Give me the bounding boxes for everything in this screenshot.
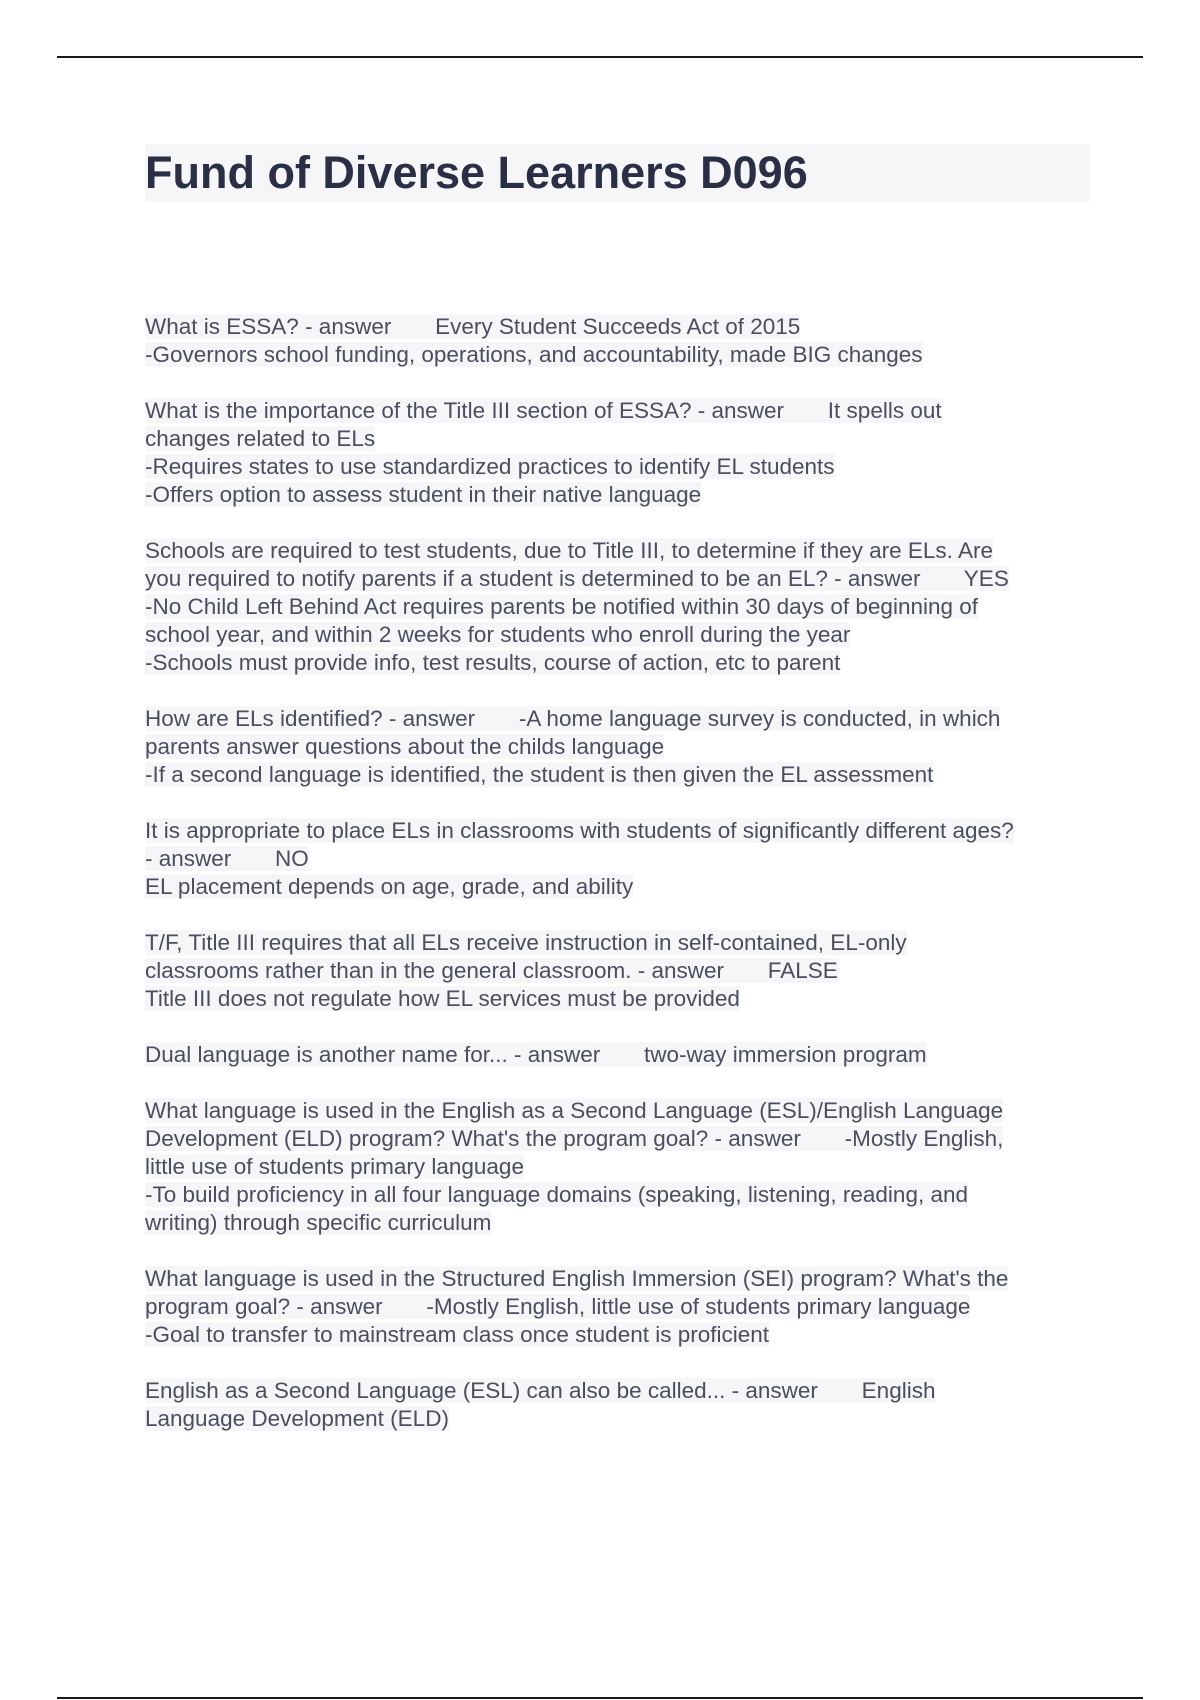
qa-line xyxy=(145,1209,1090,1237)
qa-line xyxy=(145,817,1090,845)
qa-line-text: Dual language is another name for... - answer two-way immersion program xyxy=(145,1042,927,1067)
qa-line xyxy=(145,733,1090,761)
qa-line xyxy=(145,397,1090,425)
qa-line xyxy=(145,705,1090,733)
qa-line-text: Schools are required to test students, due to Title III, to determine if they are ELs. Are xyxy=(145,538,993,563)
qa-line-text: Title III does not regulate how EL services must be provided xyxy=(145,986,740,1011)
page-title: Fund of Diverse Learners D096 xyxy=(145,147,808,198)
qa-line-text: What is ESSA? - answer Every Student Succeeds Act of 2015 xyxy=(145,314,801,339)
qa-line xyxy=(145,621,1090,649)
qa-entry xyxy=(145,929,1090,1013)
qa-line-text: -To build proficiency in all four language domains (speaking, listening, reading, and xyxy=(145,1182,968,1207)
qa-line xyxy=(145,1293,1090,1321)
qa-line xyxy=(145,1097,1090,1125)
qa-entry xyxy=(145,705,1090,789)
qa-line xyxy=(145,761,1090,789)
qa-line-text: school year, and within 2 weeks for students who enroll during the year xyxy=(145,622,851,647)
qa-line xyxy=(145,873,1090,901)
qa-line xyxy=(145,481,1090,509)
qa-line xyxy=(145,1181,1090,1209)
qa-line-text: EL placement depends on age, grade, and ability xyxy=(145,874,634,899)
qa-entry xyxy=(145,817,1090,901)
qa-line xyxy=(145,1265,1090,1293)
qa-line xyxy=(145,1041,1090,1069)
qa-line-text: T/F, Title III requires that all ELs receive instruction in self-contained, EL-only xyxy=(145,930,907,955)
qa-line-text: writing) through specific curriculum xyxy=(145,1210,492,1235)
qa-entry xyxy=(145,1097,1090,1237)
qa-line xyxy=(145,1125,1090,1153)
qa-line-text: It is appropriate to place ELs in classrooms with students of significantly different ages? xyxy=(145,818,1014,843)
qa-line xyxy=(145,341,1090,369)
qa-line xyxy=(145,957,1090,985)
qa-line xyxy=(145,845,1090,873)
qa-entry xyxy=(145,1377,1090,1433)
qa-line-text: What language is used in the English as a Second Language (ESL)/English Language xyxy=(145,1098,1004,1123)
qa-entry xyxy=(145,1265,1090,1349)
qa-line-text: What language is used in the Structured English Immersion (SEI) program? What's the xyxy=(145,1266,1009,1291)
qa-line-text: How are ELs identified? - answer -A home language survey is conducted, in which xyxy=(145,706,1001,731)
qa-line-text: changes related to ELs xyxy=(145,426,376,451)
qa-line-text: -No Child Left Behind Act requires parents be notified within 30 days of beginning of xyxy=(145,594,979,619)
qa-line-text: little use of students primary language xyxy=(145,1154,524,1179)
qa-entry xyxy=(145,313,1090,369)
qa-entry xyxy=(145,1041,1090,1069)
qa-line xyxy=(145,425,1090,453)
qa-line-text: -Offers option to assess student in their native language xyxy=(145,482,702,507)
qa-list xyxy=(145,313,1090,1461)
qa-line-text: -Requires states to use standardized practices to identify EL students xyxy=(145,454,835,479)
qa-line-text: -If a second language is identified, the student is then given the EL assessment xyxy=(145,762,934,787)
qa-line-text: -Goal to transfer to mainstream class once student is proficient xyxy=(145,1322,770,1347)
qa-line xyxy=(145,929,1090,957)
qa-line xyxy=(145,649,1090,677)
qa-line-text: classrooms rather than in the general classroom. - answer FALSE xyxy=(145,958,838,983)
qa-line-text: - answer NO xyxy=(145,846,309,871)
qa-line-text: What is the importance of the Title III section of ESSA? - answer It spells out xyxy=(145,398,942,423)
qa-line xyxy=(145,1321,1090,1349)
qa-line xyxy=(145,1153,1090,1181)
qa-line xyxy=(145,537,1090,565)
qa-entry xyxy=(145,397,1090,509)
qa-entry xyxy=(145,537,1090,677)
qa-line-text: -Governors school funding, operations, and accountability, made BIG changes xyxy=(145,342,923,367)
qa-line xyxy=(145,1405,1090,1433)
qa-line xyxy=(145,453,1090,481)
qa-line-text: Language Development (ELD) xyxy=(145,1406,449,1431)
top-rule xyxy=(57,56,1143,58)
qa-line-text: -Schools must provide info, test results, course of action, etc to parent xyxy=(145,650,841,675)
qa-line-text: you required to notify parents if a student is determined to be an EL? - answer YES xyxy=(145,566,1009,591)
qa-line xyxy=(145,593,1090,621)
qa-line-text: program goal? - answer -Mostly English, little use of students primary language xyxy=(145,1294,971,1319)
qa-line-text: parents answer questions about the childs language xyxy=(145,734,665,759)
qa-line xyxy=(145,1377,1090,1405)
qa-line xyxy=(145,565,1090,593)
bottom-rule xyxy=(57,1697,1143,1699)
qa-line xyxy=(145,985,1090,1013)
qa-line-text: Development (ELD) program? What's the program goal? - answer -Mostly English, xyxy=(145,1126,1004,1151)
qa-line xyxy=(145,313,1090,341)
qa-line-text: English as a Second Language (ESL) can also be called... - answer English xyxy=(145,1378,936,1403)
